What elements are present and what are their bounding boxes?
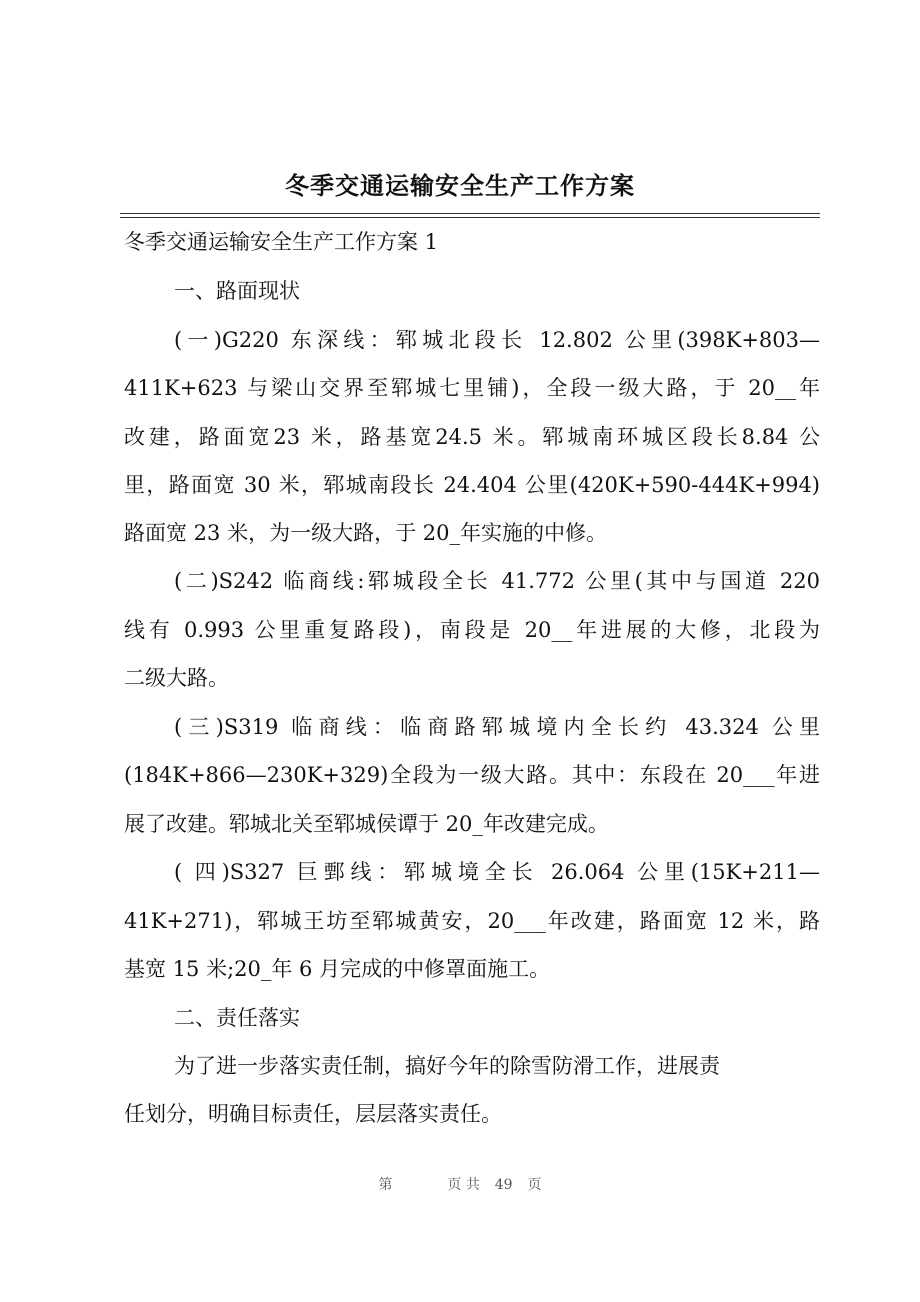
paragraph-line: 二级大路。: [124, 666, 229, 690]
paragraph-line: (184K+866—230K+329)全段为一级大路。其中：东段在 20___年进: [124, 763, 820, 787]
paragraph-line: (二)S242 临商线:郓城段全长 41.772 公里(其中与国道 220: [174, 569, 820, 593]
paragraph-line: 基宽 15 米;20_年 6 月完成的中修罩面施工。: [124, 957, 551, 981]
paragraph-line: 里，路面宽 30 米，郓城南段长 24.404 公里(420K+590-444K+994): [124, 473, 820, 497]
page-footer: [0, 1174, 920, 1194]
title-divider-top: [120, 213, 820, 214]
paragraph-line: ( 四)S327 巨鄄线：郓城境全长 26.064 公里(15K+211—: [174, 860, 820, 884]
paragraph-line: 为了进一步落实责任制，搞好今年的除雪防滑工作，进展责: [174, 1054, 720, 1078]
paragraph-line: 路面宽 23 米，为一级大路，于 20_年实施的中修。: [124, 521, 607, 545]
paragraph-line: 改建，路面宽23 米，路基宽24.5 米。郓城南环城区段长8.84 公: [124, 425, 820, 449]
section-heading: 冬季交通运输安全生产工作方案 1: [124, 230, 439, 254]
paragraph-line: 41K+271)，郓城王坊至郓城黄安，20___年改建，路面宽 12 米，路: [124, 909, 820, 933]
footer-total-pages: 49: [494, 1177, 513, 1193]
footer-page-suffix: 页: [527, 1177, 542, 1193]
paragraph-line: (一)G220 东深线：郓城北段长 12.802 公里(398K+803—: [174, 328, 820, 352]
paragraph-line: (三)S319 临商线：临商路郓城境内全长约 43.324 公里: [174, 715, 820, 739]
title-divider-bottom: [120, 217, 820, 218]
paragraph-line: 展了改建。郓城北关至郓城侯谭于 20_年改建完成。: [124, 812, 609, 836]
paragraph-line: 任划分，明确目标责任，层层落实责任。: [124, 1102, 502, 1126]
heading-road-status: 一、路面现状: [174, 279, 300, 303]
document-title: 冬季交通运输安全生产工作方案: [285, 171, 635, 200]
heading-responsibility: 二、责任落实: [174, 1006, 300, 1030]
paragraph-line: 411K+623 与梁山交界至郓城七里铺)，全段一级大路，于 20__年: [124, 376, 820, 400]
footer-page-mid: 页 共: [447, 1177, 480, 1193]
paragraph-line: 线有 0.993 公里重复路段)，南段是 20__年进展的大修，北段为: [124, 618, 820, 642]
footer-page-prefix: 第: [378, 1177, 393, 1193]
